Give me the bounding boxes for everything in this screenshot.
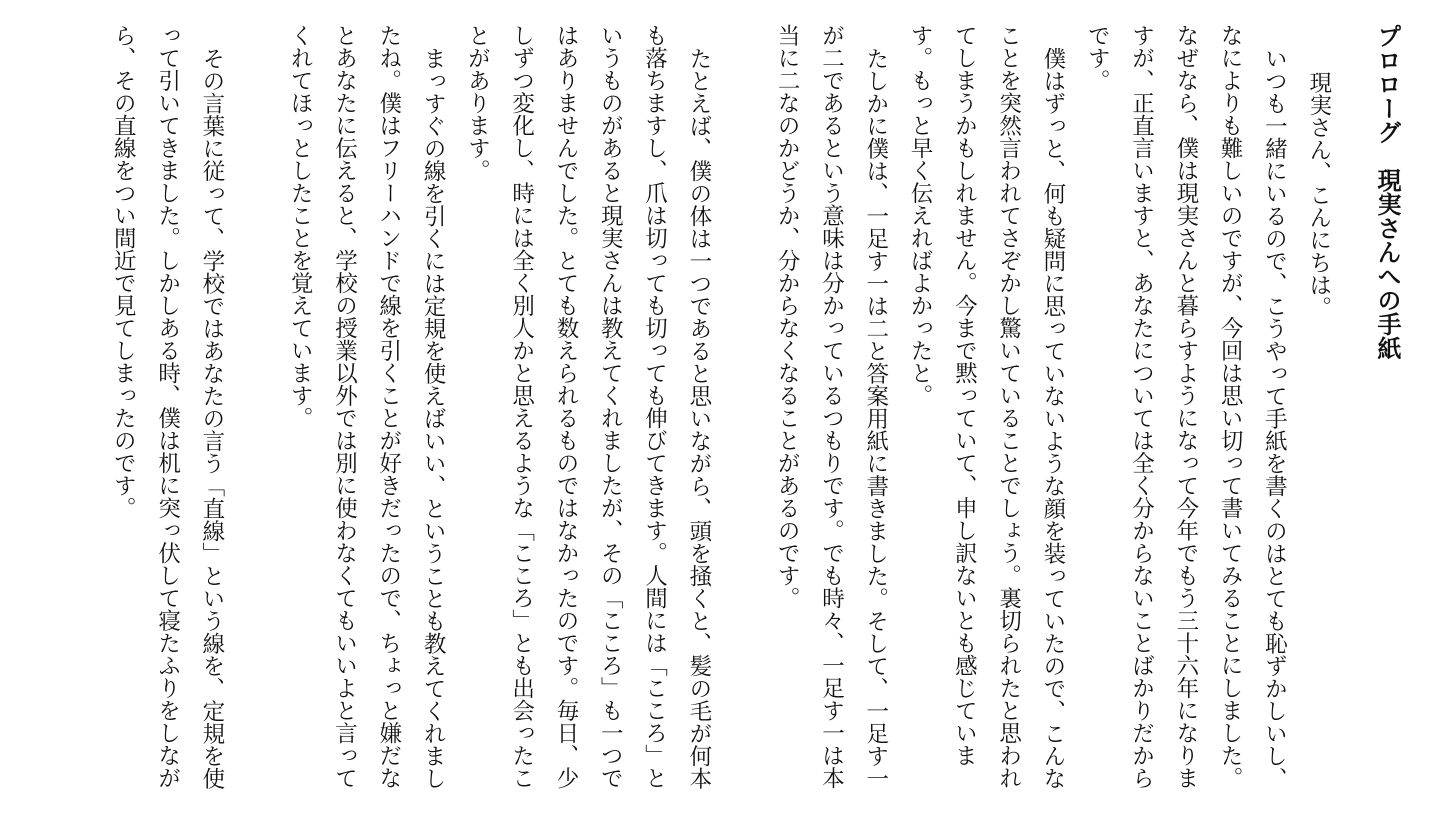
greeting: 現実さん、こんにちは。 (1305, 71, 1332, 319)
paragraph-5: まっすぐの線を引くには定規を使えばいい、ということも教えてくれましたね。僕はフリーハンドで線を引くことが好きだったので、ちょっと嫌だなとあなたに伝えると、学校の授業以外では別に使わなくてもいいよと言ってくれてほっとしたことを覚えています。 (287, 24, 447, 789)
paragraph-6: その言葉に従って、学校ではあなたの言う「直線」という線を、定規を使って引いてきました。しかしある時、僕は机に突っ伏して寝たふりをしながら、その直線をつい間近で見てしまったのです。 (110, 24, 225, 789)
chapter-title: プロローグ 現実さんへの手紙 (1373, 24, 1401, 360)
paragraph-3: たしかに僕は、一足す一は二と答案用紙に書きました。そして、一足す一が二であるという意味は分かっているつもりです。でも時々、一足す一は本当に二なのかどうか、分からなくなることがあるのです。 (774, 24, 889, 789)
paragraph-2: 僕はずっと、何も疑問に思っていないような顔を装っていたので、こんなことを突然言われてさぞかし驚いていることでしょう。裏切られたと思われてしまうかもしれません。今まで黙っていて、申し訳ないとも感じています。もっと早く伝えればよかったと。 (907, 24, 1066, 789)
paragraph-1: いつも一緒にいるので、こうやって手紙を書くのはとても恥ずかしいし、なによりも難しいのですが、今回は思い切って書いてみることにしました。なぜなら、僕は現実さんと暮らすようになって今年でもう三十六年になりますが、正直言いますと、あなたについては全く分からないことばかりだからです。 (1084, 24, 1288, 789)
paragraph-4: たとえば、僕の体は一つであると思いながら、頭を掻くと、髪の毛が何本も落ちますし、爪は切っても切っても伸びてきます。人間には「こころ」というものがあると現実さんは教えてくれましたが、その「こころ」も一つではありませんでした。とても数えられるものではなかったのです。毎日、少しずつ変化し、時には全く別人かと思えるような「こころ」とも出会ったことがあります。 (464, 24, 712, 789)
